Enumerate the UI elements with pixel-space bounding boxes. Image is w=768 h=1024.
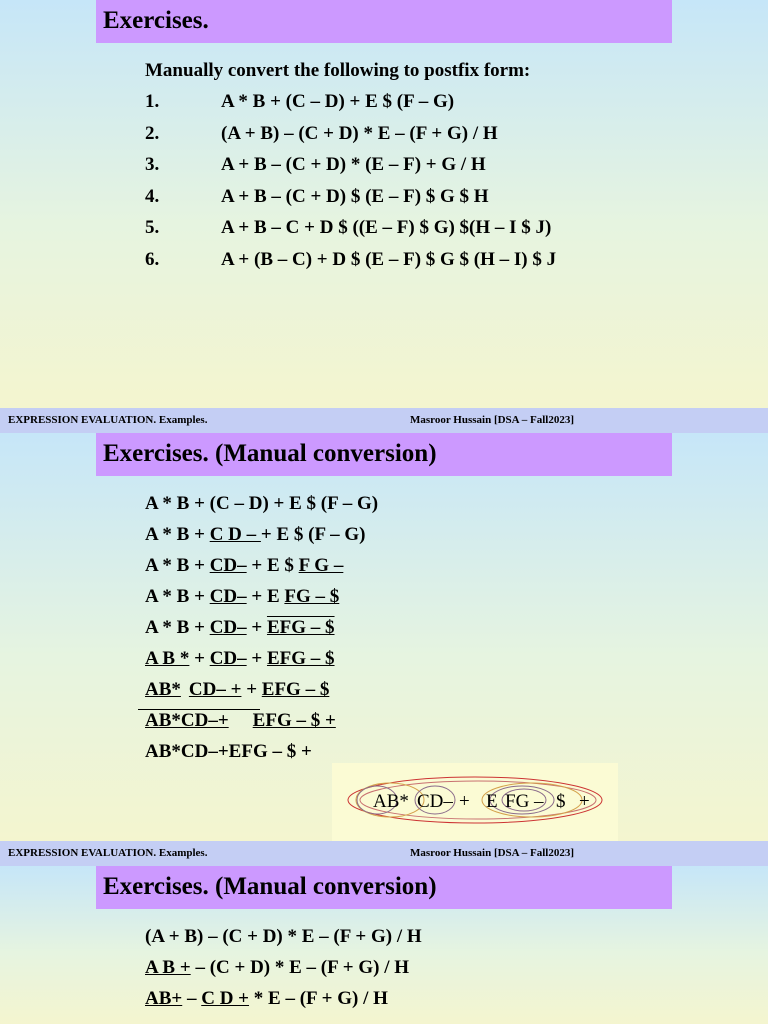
exercise-expression: A + B – C + D $ ((E – F) $ G) $(H – I $ J) — [221, 217, 552, 238]
slide-2 — [0, 433, 768, 841]
conversion-step: A * B + CD– + E FG – $ — [145, 586, 340, 607]
slide-title-bar — [96, 433, 672, 476]
figure-token: $ — [556, 791, 566, 812]
exercise-expression: (A + B) – (C + D) * E – (F + G) / H — [221, 122, 498, 144]
conversion-step: AB* CD– + + EFG – $ — [145, 679, 330, 700]
exercise-expression: A + B – (C + D) $ (E – F) $ G $ H — [221, 185, 489, 207]
exercise-number: 1. — [145, 91, 160, 112]
conversion-step: (A + B) – (C + D) * E – (F + G) / H — [145, 926, 422, 947]
conversion-step: A * B + CD– + EFG – $ — [145, 617, 335, 638]
conversion-step: A * B + CD– + E $ F G – — [145, 555, 344, 576]
grouping-diagram — [332, 763, 618, 841]
slide-title: Exercises. (Manual conversion) — [103, 440, 437, 467]
slide-1 — [0, 0, 768, 408]
exercise-number: 5. — [145, 217, 160, 238]
slide-title-bar — [96, 866, 672, 909]
conversion-step: AB+ – C D + * E – (F + G) / H — [145, 988, 388, 1009]
conversion-step: A B + – (C + D) * E – (F + G) / H — [145, 957, 410, 978]
footer-right: Masroor Hussain [DSA – Fall2023] — [410, 847, 574, 859]
figure-token: + — [579, 791, 590, 812]
slide-footer — [0, 841, 768, 866]
exercise-number: 4. — [145, 185, 160, 207]
figure-token: + — [459, 791, 470, 812]
figure-token: AB* — [373, 791, 409, 812]
footer-left: EXPRESSION EVALUATION. Examples. — [8, 414, 208, 426]
slide-footer — [0, 408, 768, 433]
exercise-expression: A + (B – C) + D $ (E – F) $ G $ (H – I) $ J — [221, 248, 557, 270]
footer-left: EXPRESSION EVALUATION. Examples. — [8, 847, 208, 859]
slide-title: Exercises. — [103, 7, 209, 34]
conversion-step: A * B + (C – D) + E $ (F – G) — [145, 493, 379, 514]
conversion-step: AB*CD–+ EFG – $ + — [145, 710, 336, 731]
slide-title: Exercises. (Manual conversion) — [103, 873, 437, 900]
footer-right: Masroor Hussain [DSA – Fall2023] — [410, 414, 574, 426]
exercise-number: 6. — [145, 248, 160, 270]
figure-token: FG – — [505, 791, 544, 812]
figure-token: E — [486, 791, 498, 812]
conversion-step: AB*CD–+EFG – $ + — [145, 741, 312, 762]
exercise-expression: A + B – (C + D) * (E – F) + G / H — [221, 154, 486, 175]
exercise-intro: Manually convert the following to postfix form: — [145, 60, 531, 81]
exercise-expression: A * B + (C – D) + E $ (F – G) — [221, 91, 455, 112]
conversion-step: A B * + CD– + EFG – $ — [145, 648, 335, 669]
slide-3 — [0, 866, 768, 1024]
slide-title-bar — [96, 0, 672, 43]
figure-token: CD– — [417, 791, 453, 812]
grouping-ellipses — [332, 763, 618, 841]
exercise-number: 2. — [145, 122, 160, 144]
conversion-step: A * B + C D – + E $ (F – G) — [145, 524, 366, 545]
exercise-number: 3. — [145, 154, 160, 175]
